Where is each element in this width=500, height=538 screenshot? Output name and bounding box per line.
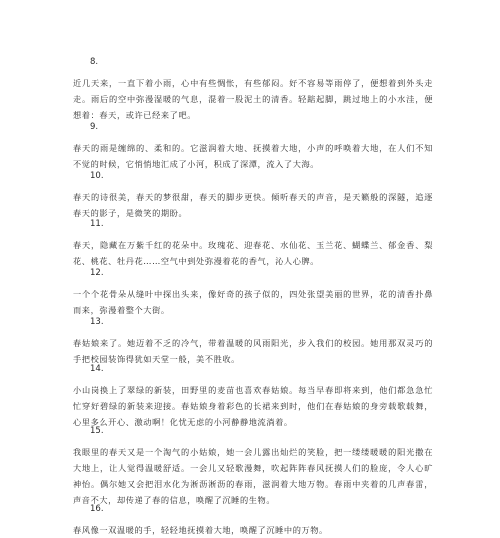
entry-15 bbox=[73, 425, 433, 508]
entry-10 bbox=[73, 170, 433, 221]
entry-number: 10. bbox=[90, 171, 104, 181]
entry-number: 15. bbox=[90, 426, 104, 436]
entry-number: 12. bbox=[90, 268, 104, 278]
entry-number: 9. bbox=[90, 122, 99, 132]
entry-16 bbox=[73, 503, 433, 538]
entry-number: 11. bbox=[90, 219, 104, 229]
entry-text: 春天的诗很美，春天的梦很甜，春天的脚步更快。倾听春天的声音，是天籁般的深隧，追逐春天的影子，是微笑的期盼。 bbox=[73, 192, 433, 218]
entry-text: 春天，隐藏在万紫千红的花朵中。玫瑰花、迎春花、水仙花、玉兰花、蝴蝶兰、郁金香、梨花、桃花、牡丹花……空气中到处弥漫着花的香气，沁人心脾。 bbox=[73, 240, 433, 266]
entry-8 bbox=[73, 56, 433, 123]
entry-9 bbox=[73, 121, 433, 172]
entry-11 bbox=[73, 218, 433, 269]
entry-12 bbox=[73, 267, 433, 318]
entry-text: 一个个花骨朵从缝叶中探出头来，像好奇的孩子似的，四处张望美丽的世界，花的清香扑鼻而来，弥漫着整个大街。 bbox=[73, 289, 433, 315]
entry-text: 春姑娘来了。她迈着不乏的冷气，带着温暖的风雨阳光，步入我们的校园。她用那双灵巧的手把校园装饰得犹如天堂一般，美不胜收。 bbox=[73, 338, 433, 364]
entry-text: 春天的雨是缠绵的、柔和的。它滋润着大地、抚摸着大地，小声的呼唤着大地，在人们不知不觉的时候，它悄悄地汇成了小河，积成了深潭，流入了大海。 bbox=[73, 143, 433, 169]
entry-number: 8. bbox=[90, 57, 99, 67]
entry-13 bbox=[73, 316, 433, 367]
entry-number: 16. bbox=[90, 504, 104, 514]
entry-number: 13. bbox=[90, 317, 104, 327]
entry-number: 14. bbox=[90, 364, 104, 374]
entry-text: 春风像一双温暖的手，轻轻地抚摸着大地，唤醒了沉睡中的万物。 bbox=[73, 525, 328, 535]
entry-text: 近几天来，一直下着小雨，心中有些惆怅，有些郁闷。好不容易等雨停了，便想着到外头走走。雨后的空中弥漫湿暖的气息，混着一股泥土的清香。轻踮起脚，跳过地上的小水洼，便想着：春天，或许已经来了吧。 bbox=[73, 78, 433, 120]
entry-text: 我眼里的春天又是一个淘气的小姑娘，她一会儿露出灿烂的笑脸，把一缕缕暖暖的阳光撒在大地上，让人觉得温暖舒适。一会儿又轻歌漫舞，吹起阵阵春风抚摸人们的脸庞，令人心旷神怡。偶尔她又会把泪水化为淅沥淅沥的春雨，滋润着大地万物。春雨中夹着的几声春雷，声音不大，却传递了春的信息，唤醒了沉睡的生物。 bbox=[73, 447, 433, 505]
entry-14 bbox=[73, 363, 433, 430]
entry-text: 小山岗换上了翠绿的新装，田野里的麦苗也喜欢春姑娘。每当早春即将来到，他们都急急忙忙穿好碧绿的新装来迎接。春姑娘身着彩色的长裙来到时，他们在春姑娘的身旁载歌载舞，心里多么开心、激动啊！化忧无虑的小河静静地流淌着。 bbox=[73, 385, 433, 427]
